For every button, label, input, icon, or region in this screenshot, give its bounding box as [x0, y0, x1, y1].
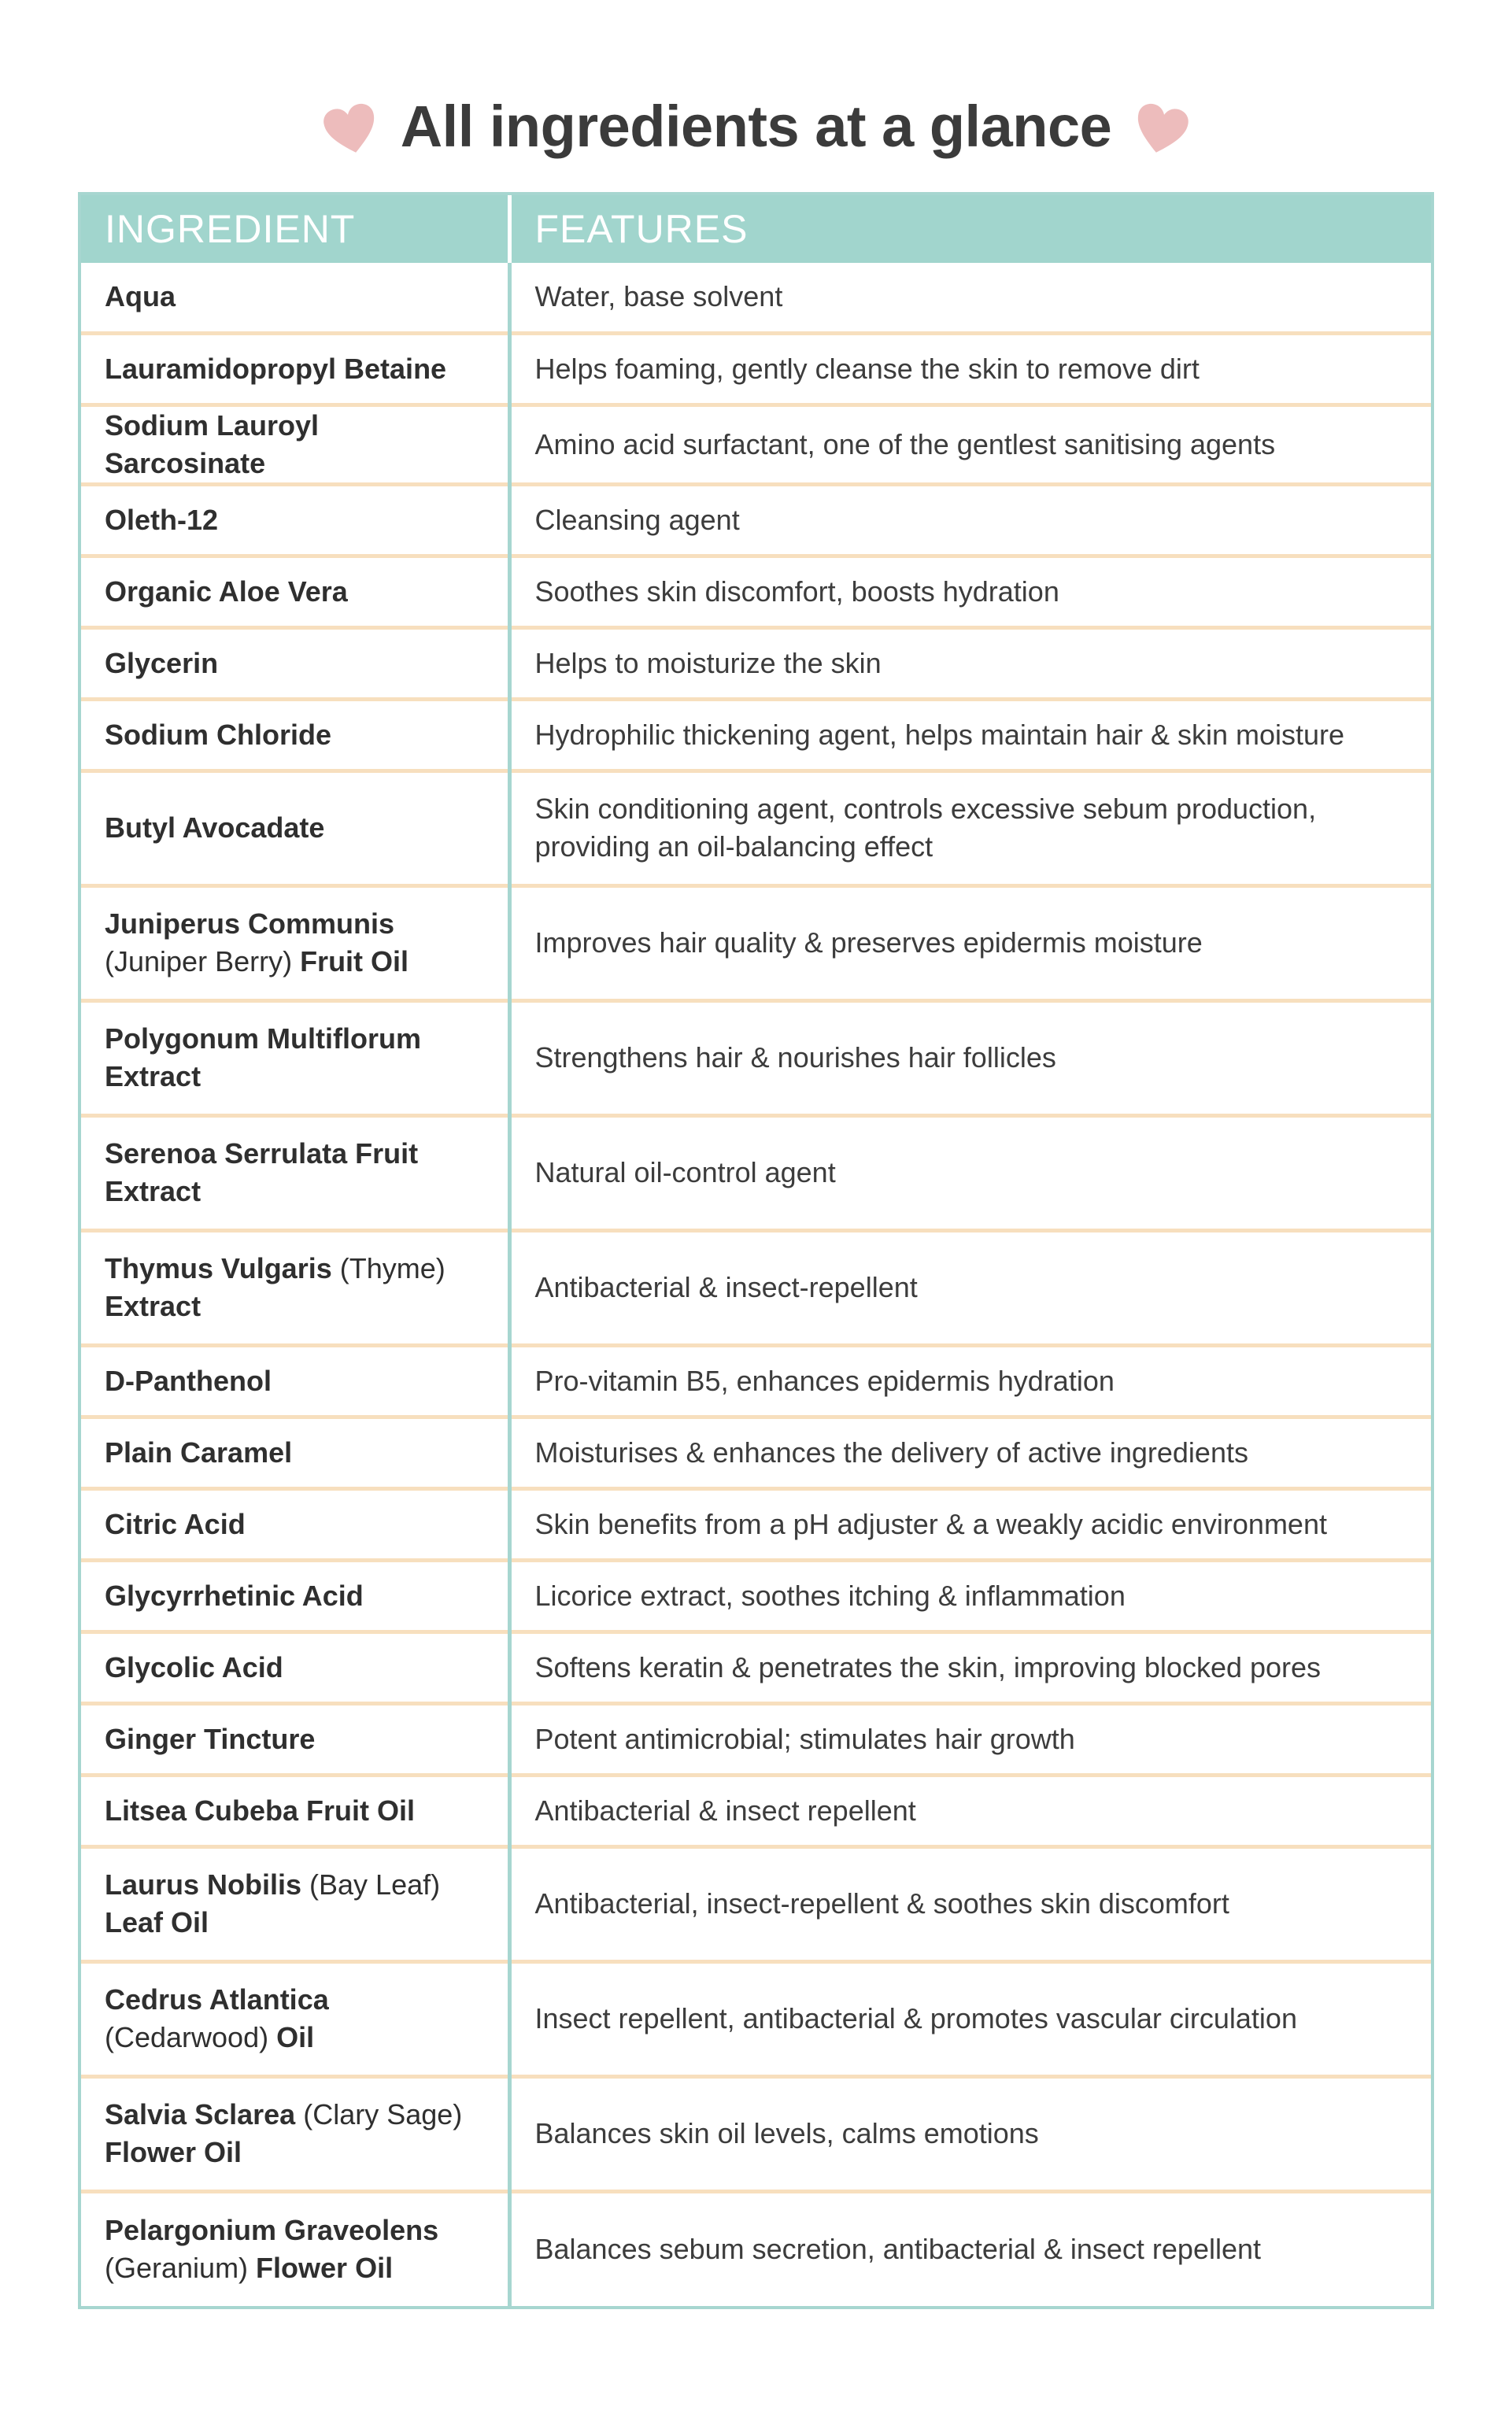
- table-row: [81, 1230, 1431, 1345]
- ingredient-name-part: Extract: [105, 1175, 201, 1207]
- table-header-row: [81, 195, 1431, 263]
- table-row: [81, 1961, 1431, 2076]
- feature-cell: Softens keratin & penetrates the skin, improving blocked pores: [509, 1632, 1431, 1703]
- ingredient-cell: [81, 1230, 509, 1345]
- table-row: [81, 699, 1431, 771]
- feature-cell: Antibacterial & insect repellent: [509, 1775, 1431, 1846]
- table-row: [81, 771, 1431, 885]
- table-row: [81, 1632, 1431, 1703]
- ingredient-cell: [81, 1846, 509, 1961]
- ingredient-name-part: Extract: [105, 1290, 201, 1322]
- ingredient-name-part: (Geranium): [105, 2252, 257, 2285]
- feature-cell: Hydrophilic thickening agent, helps maintain hair & skin moisture: [509, 699, 1431, 771]
- ingredient-cell: [81, 771, 509, 885]
- table-row: [81, 1000, 1431, 1115]
- table-row: [81, 263, 1431, 333]
- ingredient-name-part: Flower Oil: [256, 2252, 394, 2285]
- table-row: [81, 2191, 1431, 2306]
- ingredient-name-part: Oil: [276, 2021, 315, 2053]
- ingredient-cell: [81, 627, 509, 699]
- ingredient-name-part: Plain Caramel: [105, 1436, 293, 1469]
- ingredient-name-part: Glycolic Acid: [105, 1650, 283, 1683]
- table-row: [81, 1703, 1431, 1775]
- feature-cell: Soothes skin discomfort, boosts hydration: [509, 556, 1431, 627]
- ingredient-cell: [81, 1703, 509, 1775]
- title-row: [0, 79, 1512, 173]
- ingredient-cell: [81, 885, 509, 1000]
- ingredient-name-part: Litsea Cubeba Fruit Oil: [105, 1794, 416, 1827]
- feature-cell: Amino acid surfactant, one of the gentlest sanitising agents: [509, 405, 1431, 484]
- ingredient-name-part: Lauramidopropyl Betaine: [105, 352, 447, 385]
- ingredient-name-part: Glycyrrhetinic Acid: [105, 1579, 364, 1612]
- ingredient-name-part: (Juniper Berry): [105, 945, 301, 977]
- table-row: [81, 1560, 1431, 1632]
- feature-cell: Potent antimicrobial; stimulates hair growth: [509, 1703, 1431, 1775]
- ingredient-cell: [81, 405, 509, 484]
- ingredient-name-part: Ginger Tincture: [105, 1722, 316, 1755]
- feature-cell: Antibacterial, insect-repellent & soothes skin discomfort: [509, 1846, 1431, 1961]
- ingredient-name-part: Citric Acid: [105, 1507, 246, 1540]
- table-row: [81, 484, 1431, 556]
- feature-cell: Improves hair quality & preserves epidermis moisture: [509, 885, 1431, 1000]
- ingredient-name-part: (Clary Sage): [295, 2098, 463, 2131]
- ingredient-cell: [81, 263, 509, 333]
- table-row: [81, 556, 1431, 627]
- ingredient-name-part: Salvia Sclarea: [105, 2098, 296, 2131]
- ingredient-cell: [81, 1961, 509, 2076]
- feature-cell: Balances skin oil levels, calms emotions: [509, 2076, 1431, 2191]
- table-row: [81, 2076, 1431, 2191]
- feature-cell: Antibacterial & insect-repellent: [509, 1230, 1431, 1345]
- ingredient-name-part: Pelargonium Graveolens: [105, 2214, 439, 2247]
- table-row: [81, 627, 1431, 699]
- ingredient-name-part: Extract: [105, 1060, 201, 1092]
- feature-cell: Licorice extract, soothes itching & inflammation: [509, 1560, 1431, 1632]
- ingredient-name-part: Organic Aloe Vera: [105, 575, 348, 608]
- ingredient-name-part: (Cedarwood): [105, 2021, 277, 2053]
- ingredient-name-part: Cedrus Atlantica: [105, 1983, 329, 2016]
- ingredient-cell: [81, 1417, 509, 1488]
- ingredient-name-part: Fruit Oil: [300, 945, 409, 977]
- ingredient-cell: [81, 1000, 509, 1115]
- ingredient-name-part: Flower Oil: [105, 2136, 242, 2168]
- table-row: [81, 1345, 1431, 1417]
- ingredient-name-part: Leaf Oil: [105, 1906, 209, 1938]
- ingredient-cell: [81, 556, 509, 627]
- ingredient-cell: [81, 1488, 509, 1560]
- ingredient-name-part: Sodium Chloride: [105, 718, 331, 751]
- ingredient-name-part: Thymus Vulgaris: [105, 1252, 332, 1284]
- heart-icon: [1128, 94, 1195, 167]
- ingredient-name-part: Glycerin: [105, 646, 219, 679]
- ingredient-name-part: (Thyme): [331, 1252, 445, 1284]
- page-title: All ingredients at a glance: [400, 93, 1112, 159]
- ingredient-cell: [81, 1775, 509, 1846]
- table-row: [81, 333, 1431, 405]
- ingredient-name-part: Serenoa Serrulata Fruit: [105, 1137, 419, 1170]
- ingredient-cell: [81, 699, 509, 771]
- table-row: [81, 1417, 1431, 1488]
- ingredients-table: [78, 192, 1434, 2309]
- table-body: [81, 263, 1431, 2306]
- ingredient-name-part: D-Panthenol: [105, 1364, 272, 1397]
- table-row: [81, 1488, 1431, 1560]
- ingredient-name-part: (Bay Leaf): [301, 1868, 441, 1901]
- table-row: [81, 405, 1431, 484]
- ingredient-cell: [81, 1560, 509, 1632]
- table-row: [81, 885, 1431, 1000]
- ingredient-name-part: Butyl Avocadate: [105, 811, 325, 844]
- ingredient-name-part: Aqua: [105, 280, 176, 313]
- heart-icon: [317, 94, 384, 167]
- ingredient-cell: [81, 2191, 509, 2306]
- feature-cell: Cleansing agent: [509, 484, 1431, 556]
- table-row: [81, 1115, 1431, 1230]
- ingredient-cell: [81, 1115, 509, 1230]
- ingredient-cell: [81, 1345, 509, 1417]
- feature-cell: Helps to moisturize the skin: [509, 627, 1431, 699]
- ingredient-name-part: Juniperus Communis: [105, 907, 395, 940]
- ingredient-cell: [81, 484, 509, 556]
- ingredient-name-part: Sodium Lauroyl Sarcosinate: [105, 408, 320, 479]
- feature-cell: Moisturises & enhances the delivery of active ingredients: [509, 1417, 1431, 1488]
- feature-cell: Strengthens hair & nourishes hair follicles: [509, 1000, 1431, 1115]
- feature-cell: Insect repellent, antibacterial & promotes vascular circulation: [509, 1961, 1431, 2076]
- column-header-ingredient: INGREDIENT: [81, 195, 509, 263]
- ingredient-cell: [81, 1632, 509, 1703]
- feature-cell: Water, base solvent: [534, 280, 783, 313]
- feature-cell: Pro-vitamin B5, enhances epidermis hydration: [509, 1345, 1431, 1417]
- ingredient-cell: [81, 333, 509, 405]
- feature-cell: Natural oil-control agent: [509, 1115, 1431, 1230]
- table-row: [81, 1846, 1431, 1961]
- feature-cell: Helps foaming, gently cleanse the skin to remove dirt: [509, 333, 1431, 405]
- feature-cell: Skin benefits from a pH adjuster & a weakly acidic environment: [509, 1488, 1431, 1560]
- table-row: [81, 1775, 1431, 1846]
- column-header-features: FEATURES: [509, 195, 1431, 263]
- ingredient-name-part: Laurus Nobilis: [105, 1868, 302, 1901]
- feature-cell: Balances sebum secretion, antibacterial & insect repellent: [509, 2191, 1431, 2306]
- ingredient-name-part: Oleth-12: [105, 503, 219, 536]
- ingredient-cell: [81, 2076, 509, 2191]
- feature-cell: Skin conditioning agent, controls excessive sebum production, providing an oil-balancing effect: [509, 771, 1431, 885]
- ingredient-name-part: Polygonum Multiflorum: [105, 1022, 421, 1055]
